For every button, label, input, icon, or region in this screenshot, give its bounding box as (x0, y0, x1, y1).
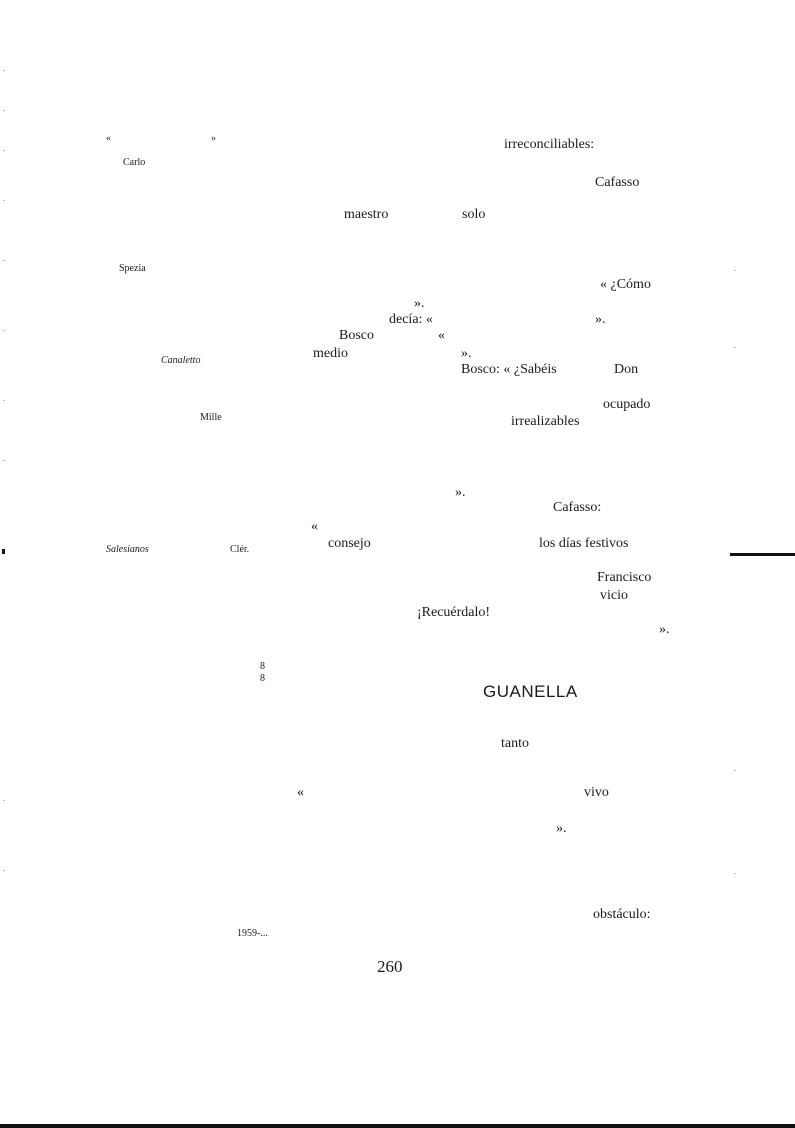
bottom-rule (0, 1124, 795, 1128)
scan-tick (734, 873, 736, 874)
footnote-word-mille: Mille (200, 412, 222, 423)
scan-tick (734, 270, 736, 271)
word-don: Don (614, 362, 639, 377)
footnote-year: 1959-... (237, 928, 268, 939)
footnote-word-salesianos: Salesianos (106, 544, 149, 555)
margin-mark (2, 549, 5, 554)
word-cafasso: Cafasso (595, 175, 640, 190)
open-quote-mark: « (297, 785, 304, 800)
scan-tick (734, 770, 736, 771)
scan-tick (3, 260, 5, 261)
scan-tick (3, 870, 5, 871)
open-quote-mark: « (106, 133, 111, 144)
scan-tick (3, 150, 5, 151)
scan-tick (3, 70, 5, 71)
word-recuerdalo: ¡Recuérdalo! (417, 605, 491, 620)
word-vicio: vicio (600, 588, 628, 603)
scan-tick (3, 800, 5, 801)
close-quote-period: ». (414, 296, 425, 311)
margin-rule (730, 553, 795, 556)
word-ocupado: ocupado (603, 397, 651, 412)
close-quote-mark: » (211, 133, 216, 144)
word-como: « ¿Cómo (600, 277, 651, 292)
word-decia: decía: « (389, 312, 433, 327)
scan-tick (734, 347, 736, 348)
word-bosco: Bosco (339, 328, 374, 343)
open-quote-mark: « (311, 519, 318, 534)
word-irrealizables: irrealizables (511, 414, 580, 429)
footnote-word-cler: Clér. (230, 544, 250, 555)
close-quote-period: ». (556, 821, 567, 836)
page-number: 260 (377, 957, 403, 976)
close-quote-period: ». (461, 346, 472, 361)
word-francisco: Francisco (597, 570, 652, 585)
word-dias-festivos: los días festivos (539, 536, 629, 551)
footnote-number: 8 (260, 673, 265, 684)
word-maestro: maestro (344, 207, 389, 222)
footnote-word-spezia: Spezia (119, 263, 146, 274)
word-vivo: vivo (584, 785, 609, 800)
close-quote-period: ». (595, 312, 606, 327)
word-medio: medio (313, 346, 348, 361)
word-bosco-sabeis: Bosco: « ¿Sabéis (461, 362, 557, 377)
close-quote-period: ». (659, 622, 670, 637)
scan-tick (3, 110, 5, 111)
scan-tick (3, 460, 5, 461)
scan-tick (3, 200, 5, 201)
footnote-word-canaletto: Canaletto (161, 355, 201, 366)
word-solo: solo (462, 207, 486, 222)
footnote-number: 8 (260, 661, 265, 672)
word-obstaculo: obstáculo: (593, 907, 651, 922)
word-cafasso: Cafasso: (553, 500, 602, 515)
word-irreconciliables: irreconciliables: (504, 137, 595, 152)
word-consejo: consejo (328, 536, 371, 551)
word-tanto: tanto (501, 736, 529, 751)
footnote-word-carlo: Carlo (123, 157, 146, 168)
section-heading-guanella: GUANELLA (483, 682, 578, 701)
open-quote-mark: « (438, 328, 445, 343)
scan-tick (3, 400, 5, 401)
scan-tick (3, 330, 5, 331)
close-quote-period: ». (455, 485, 466, 500)
